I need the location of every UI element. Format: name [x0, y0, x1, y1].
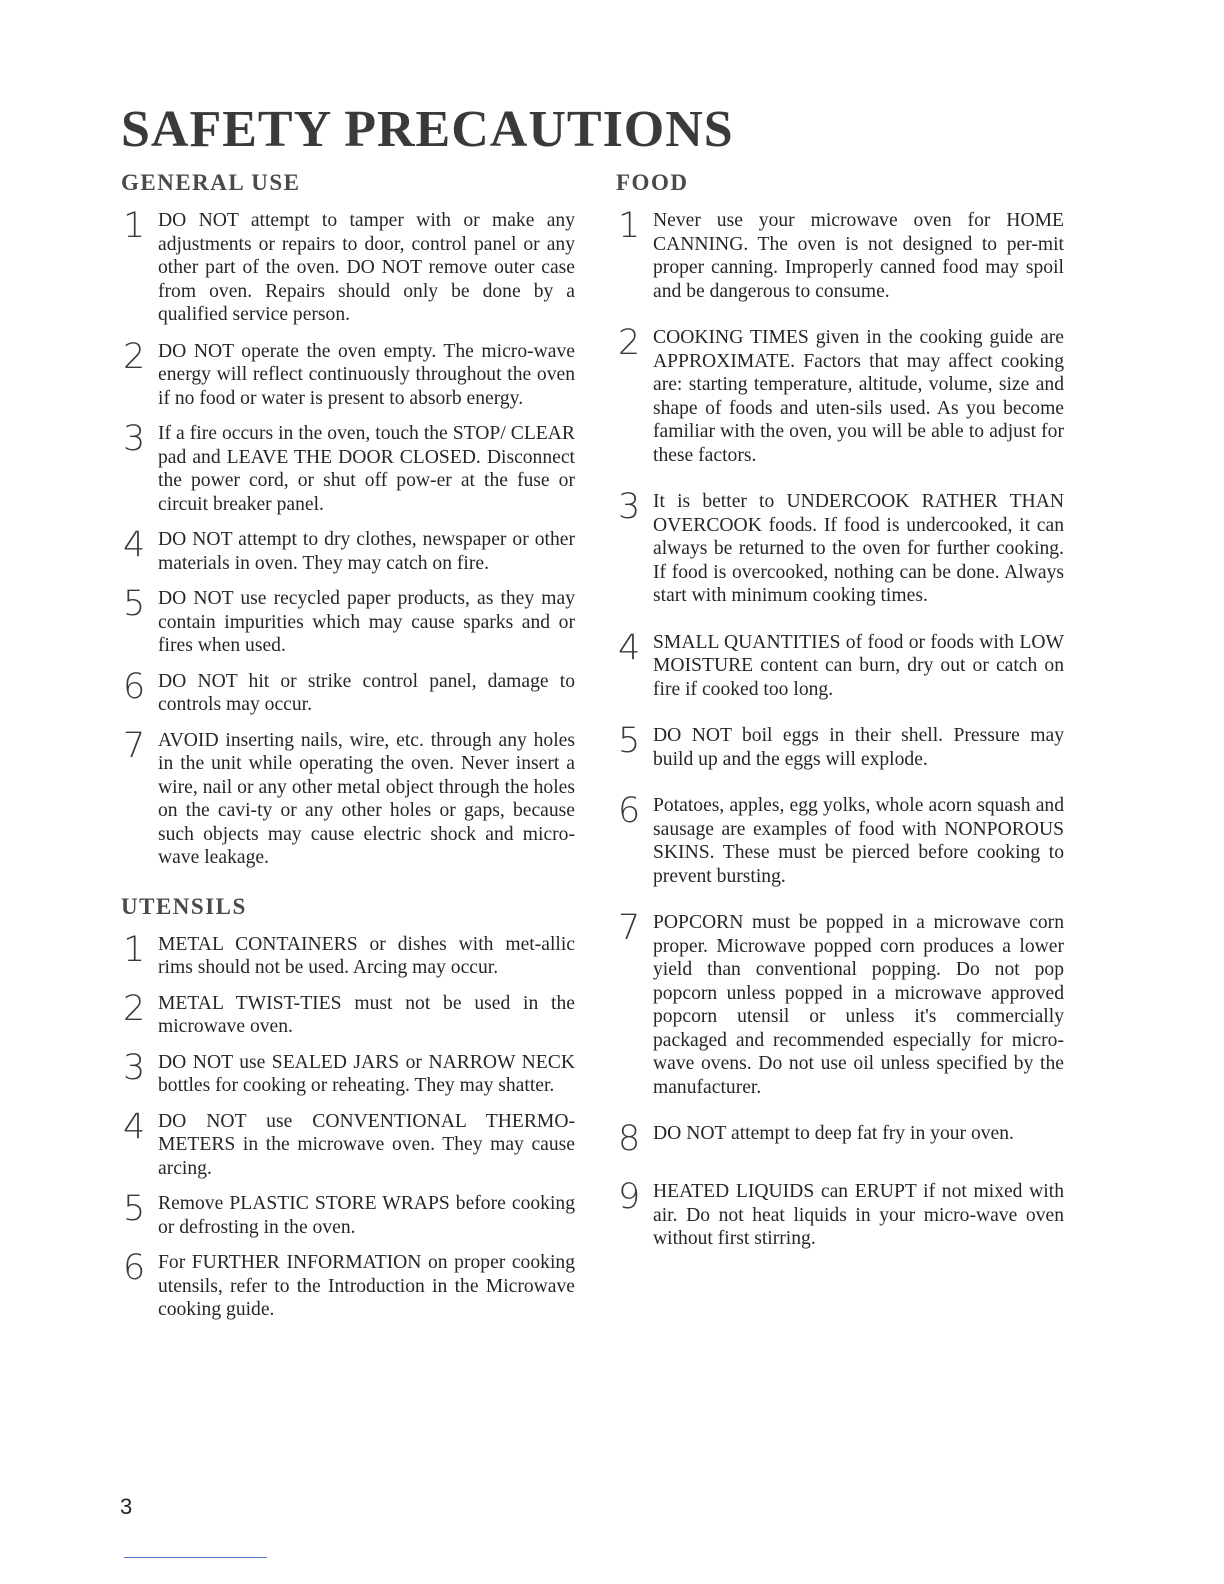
item-text: DO NOT attempt to dry clothes, newspaper or other materials in oven. They may catch on fire.: [158, 529, 575, 574]
item-text: DO NOT attempt to deep fat fry in your oven.: [653, 1123, 1014, 1144]
item-number: 4: [618, 627, 641, 668]
item-number: 3: [123, 419, 146, 459]
item-text: DO NOT use recycled paper products, as they may contain impurities which may cause sparks and or fires when used.: [158, 588, 575, 656]
list-item: [121, 1106, 575, 1181]
list-item: [616, 910, 1064, 1099]
list-item: [121, 1047, 575, 1098]
item-number: 4: [123, 525, 146, 565]
item-number: 2: [618, 323, 641, 363]
footer-rule: [124, 1557, 267, 1558]
list-item: [121, 1191, 575, 1239]
list-item: [616, 1179, 1064, 1251]
item-number: 6: [123, 1248, 146, 1288]
item-text: DO NOT operate the oven empty. The micro-wave energy will reflect continuously throughout the oven if no food or water is present to absorb energy.: [158, 340, 575, 409]
item-text: Never use your microwave oven for HOME CANNING. The oven is not designed to per-mit proper canning. Improperly canned food may spoil and be dangerous to consume.: [653, 210, 1064, 302]
section-heading-utensils: UTENSILS: [121, 893, 247, 919]
item-text: Potatoes, apples, egg yolks, whole acorn squash and sausage are examples of food with NONPOROUS SKINS. These must be pierced before cooking to prevent bursting.: [653, 795, 1064, 887]
item-text: COOKING TIMES given in the cooking guide are APPROXIMATE. Factors that may affect cooking are: starting temperature, altitude, volume, size and shape of foods and uten-sils used. As you become familiar with the oven, you will be able to adjust for these factors.: [653, 327, 1064, 466]
item-number: 6: [123, 666, 146, 707]
item-text: DO NOT hit or strike control panel, damage to controls may occur.: [158, 670, 575, 715]
section-heading-food: FOOD: [616, 170, 689, 195]
item-number: 2: [123, 336, 146, 377]
list-item: [121, 586, 575, 658]
food-list: [616, 208, 1064, 1251]
list-item: [121, 1250, 575, 1322]
item-number: 1: [123, 206, 146, 246]
item-number: 5: [618, 721, 641, 761]
utensils-list: [121, 929, 575, 1322]
item-text: METAL TWIST-TIES must not be used in the microwave oven.: [158, 992, 575, 1037]
list-item: [616, 489, 1064, 608]
list-item: [616, 627, 1064, 702]
item-text: DO NOT use CONVENTIONAL THERMO-METERS in the microwave oven. They may cause arcing.: [158, 1110, 575, 1179]
item-text: For FURTHER INFORMATION on proper cooking utensils, refer to the Introduction in the Microwave cooking guide.: [158, 1252, 575, 1320]
item-number: 8: [618, 1119, 641, 1159]
list-item: [121, 527, 575, 575]
item-number: 2: [123, 988, 146, 1029]
page-title: SAFETY PRECAUTIONS: [121, 101, 734, 158]
item-number: 5: [123, 1189, 146, 1229]
item-number: 3: [123, 1047, 146, 1088]
list-item: [121, 725, 575, 870]
item-number: 7: [618, 908, 641, 948]
item-text: SMALL QUANTITIES of food or foods with LOW MOISTURE content can burn, dry out or catch on fire if cooked too long.: [653, 631, 1064, 700]
list-item: [121, 929, 575, 980]
list-item: [616, 723, 1064, 771]
item-text: It is better to UNDERCOOK RATHER THAN OVERCOOK foods. If food is undercooked, it can always be returned to the oven for further cooking. If food is overcooked, nothing can be done. Always start with minimum cooking times.: [653, 491, 1064, 606]
right-column: [616, 168, 1064, 1251]
item-text: AVOID inserting nails, wire, etc. through any holes in the unit while operating the oven. Never insert a wire, nail or any other metal object through the holes on the cavi-ty or any other holes or gaps, because such objects may cause electric shock and micro-wave leakage.: [158, 729, 575, 868]
item-number: 9: [618, 1177, 641, 1217]
list-item: [121, 666, 575, 717]
item-number: 4: [123, 1106, 146, 1147]
left-column: [121, 168, 575, 1322]
list-item: [121, 988, 575, 1039]
list-item: [121, 421, 575, 516]
item-text: Remove PLASTIC STORE WRAPS before cooking or defrosting in the oven.: [158, 1193, 575, 1238]
item-number: 6: [618, 791, 641, 831]
section-heading-general-use: GENERAL USE: [121, 170, 301, 195]
list-item: [616, 208, 1064, 303]
item-text: DO NOT attempt to tamper with or make any adjustments or repairs to door, control panel or any other part of the oven. DO NOT remove outer case from oven. Repairs should only be done by a qualified service person.: [158, 210, 575, 325]
item-text: DO NOT boil eggs in their shell. Pressure may build up and the eggs will explode.: [653, 725, 1064, 770]
item-text: HEATED LIQUIDS can ERUPT if not mixed with air. Do not heat liquids in your micro-wave oven without first stirring.: [653, 1181, 1064, 1249]
general-use-list: [121, 208, 575, 870]
list-item: [121, 336, 575, 411]
item-number: 7: [123, 725, 146, 766]
list-item: [121, 208, 575, 327]
item-text: POPCORN must be popped in a microwave corn proper. Microwave popped corn produces a lower yield than conventional popping. Do not pop popcorn unless popped in a microwave approved popcorn utensil or unless it's commercially packaged and recommended especially for micro-wave ovens. Do not use oil unless specified by the manufacturer.: [653, 912, 1064, 1098]
item-number: 3: [618, 487, 641, 527]
item-number: 1: [618, 206, 641, 246]
item-text: If a fire occurs in the oven, touch the STOP/ CLEAR pad and LEAVE THE DOOR CLOSED. Disconnect the power cord, or shut off pow-er at the fuse or circuit breaker panel.: [158, 423, 575, 515]
item-number: 5: [123, 584, 146, 624]
list-item: [616, 1121, 1064, 1157]
item-text: DO NOT use SEALED JARS or NARROW NECK bottles for cooking or reheating. They may shatter.: [158, 1051, 575, 1096]
list-item: [616, 793, 1064, 888]
page-number: 3: [120, 1494, 133, 1519]
item-text: METAL CONTAINERS or dishes with met-allic rims should not be used. Arcing may occur.: [158, 933, 575, 978]
list-item: [616, 325, 1064, 467]
item-number: 1: [123, 929, 146, 970]
